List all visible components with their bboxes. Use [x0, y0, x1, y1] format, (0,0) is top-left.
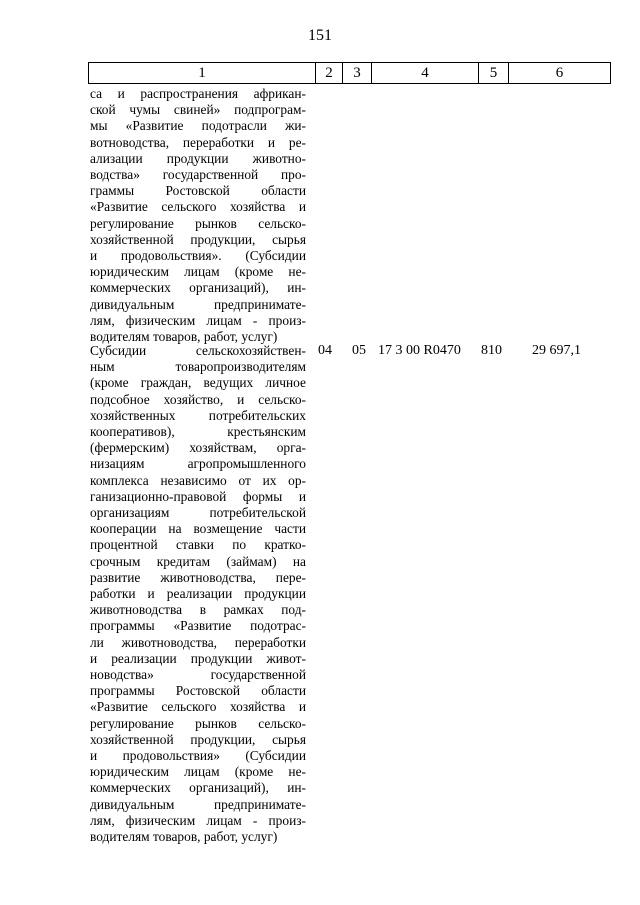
- header-col-5: 5: [479, 63, 509, 84]
- row-2-amount: 29 697,1: [532, 343, 581, 358]
- row-2-csr: 17 3 00 R0470: [378, 343, 461, 358]
- header-col-3: 3: [343, 63, 372, 84]
- table-header: [88, 62, 611, 84]
- row-2-vr: 810: [481, 343, 502, 358]
- header-col-6: 6: [509, 63, 611, 84]
- header-col-4: 4: [372, 63, 479, 84]
- row-2-rz: 04: [318, 343, 332, 358]
- row-2-pr: 05: [352, 343, 366, 358]
- header-col-1: 1: [89, 63, 316, 84]
- page-number: 151: [308, 27, 332, 44]
- row-2-description: Субсидии сельскохозяйствен- ным товаропроизводителям (кроме граждан, ведущих личное подсобное хозяйство, и сельско- хозяйственных потребительских кооперативов), крестьянским (фермерским) хозяйствам, орга- низациям агропромышленного комплекса независимо от их ор- ганизационно-правовой формы и организациям потребительской кооперации на возмещение части процентной ставки по кратко- срочным кредитам (займам) на развитие животноводства, пере- работки и реализации продукции животноводства в рамках под- программы «Развитие подотрас- ли животноводства, переработки и реализации продукции живот- новодства» государственной программы Ростовской области «Развитие сельского хозяйства и регулирование рынков сельско- хозяйственной продукции, сырья и продовольствия» (Субсидии юридическим лицам (кроме не- коммерческих организаций), ин- дивидуальным предпринимате- лям, физическим лицам - произ- водителям товаров, работ, услуг): [90, 343, 306, 845]
- row-1-description: са и распространения африкан- ской чумы свиней» подпрограм- мы «Развитие подотрасли жи- вотноводства, переработки и ре- ализации продукции животно- водства» государственной про- граммы Ростовской области «Развитие сельского хозяйства и регулирование рынков сельско- хозяйственной продукции, сырья и продовольствия». (Субсидии юридическим лицам (кроме не- коммерческих организаций), ин- дивидуальным предпринимате- лям, физическим лицам - произ- водителям товаров, работ, услуг): [90, 86, 306, 345]
- header-col-2: 2: [316, 63, 343, 84]
